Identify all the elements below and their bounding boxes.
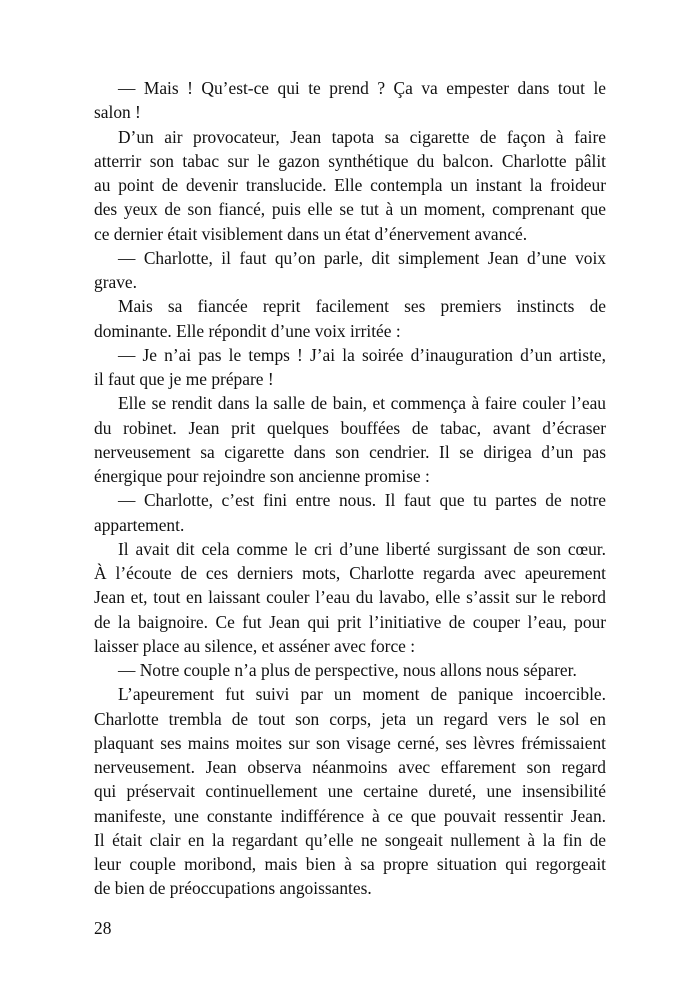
text-line: Jean et, tout en laissant couler l’eau du lavabo, elle s’assit sur le rebord bbox=[94, 587, 606, 608]
text-line: Charlotte trembla de tout son corps, jeta un regard vers le sol en bbox=[94, 708, 606, 729]
text-line: énergique pour rejoindre son ancienne promise : bbox=[94, 466, 430, 486]
text-line: Il avait dit cela comme le cri d’une liberté surgissant de son cœur. bbox=[118, 538, 606, 559]
text-line: Il était clair en la regardant qu’elle ne songeait nullement à la fin de bbox=[94, 829, 606, 850]
text-line: — Mais ! Qu’est-ce qui te prend ? Ça va empester dans tout le bbox=[118, 78, 606, 98]
text-line: qui préservait continuellement une certaine dureté, une insensibilité bbox=[94, 781, 606, 802]
text-line: salon ! bbox=[94, 102, 141, 123]
paragraph bbox=[94, 391, 606, 488]
text-line: Elle se rendit dans la salle de bain, et commença à faire couler l’eau bbox=[118, 393, 606, 414]
text-line: D’un air provocateur, Jean tapota sa cigarette de façon à faire bbox=[118, 126, 606, 147]
body-text bbox=[94, 76, 606, 901]
text-line: de la baignoire. Ce fut Jean qui prit l’initiative de couper l’eau, pour bbox=[94, 611, 606, 632]
text-line: plaquant ses mains moites sur son visage cerné, ses lèvres frémissaient bbox=[94, 732, 606, 753]
text-line: nerveusement. Jean observa néanmoins avec effarement son regard bbox=[94, 757, 606, 777]
text-line: il faut que je me prépare ! bbox=[94, 369, 274, 389]
text-line: de bien de préoccupations angoissantes. bbox=[94, 878, 372, 899]
paragraph bbox=[94, 682, 606, 900]
text-line: À l’écoute de ces derniers mots, Charlotte regarda avec apeurement bbox=[94, 563, 606, 583]
text-line: ce dernier était visiblement dans un état d’énervement avancé. bbox=[94, 223, 528, 244]
text-line: — Notre couple n’a plus de perspective, nous allons nous séparer. bbox=[118, 660, 577, 680]
text-line: — Je n’ai pas le temps ! J’ai la soirée d’inauguration d’un artiste, bbox=[118, 344, 606, 365]
text-line: du robinet. Jean prit quelques bouffées de tabac, avant d’écraser bbox=[94, 417, 606, 438]
paragraph bbox=[94, 488, 606, 537]
paragraph bbox=[94, 246, 606, 295]
text-line: leur couple moribond, mais bien à sa propre situation qui regorgeait bbox=[94, 854, 606, 874]
page-number: 28 bbox=[94, 918, 112, 938]
text-line: des yeux de son fiancé, puis elle se tut à un moment, comprenant que bbox=[94, 199, 606, 220]
paragraph bbox=[94, 76, 606, 125]
text-line: — Charlotte, il faut qu’on parle, dit simplement Jean d’une voix bbox=[118, 247, 606, 268]
text-line: laisser place au silence, et asséner avec force : bbox=[94, 635, 416, 656]
text-line: — Charlotte, c’est fini entre nous. Il faut que tu partes de notre bbox=[118, 490, 606, 511]
text-line: atterrir son tabac sur le gazon synthétique du balcon. Charlotte pâlit bbox=[94, 150, 606, 171]
text-line: appartement. bbox=[94, 514, 185, 535]
text-line: grave. bbox=[94, 272, 137, 292]
text-line: manifeste, une constante indifférence à ce que pouvait ressentir Jean. bbox=[94, 805, 606, 826]
paragraph bbox=[94, 658, 606, 682]
paragraph bbox=[94, 125, 606, 246]
text-line: Mais sa fiancée reprit facilement ses premiers instincts de bbox=[118, 296, 606, 317]
paragraph bbox=[94, 537, 606, 658]
text-line: dominante. Elle répondit d’une voix irritée : bbox=[94, 320, 401, 341]
text-line: nerveusement sa cigarette dans son cendrier. Il se dirigea d’un pas bbox=[94, 441, 606, 462]
paragraph bbox=[94, 294, 606, 343]
text-line: L’apeurement fut suivi par un moment de panique incoercible. bbox=[118, 684, 606, 705]
paragraph bbox=[94, 343, 606, 392]
text-line: au point de devenir translucide. Elle contempla un instant la froideur bbox=[94, 175, 606, 195]
